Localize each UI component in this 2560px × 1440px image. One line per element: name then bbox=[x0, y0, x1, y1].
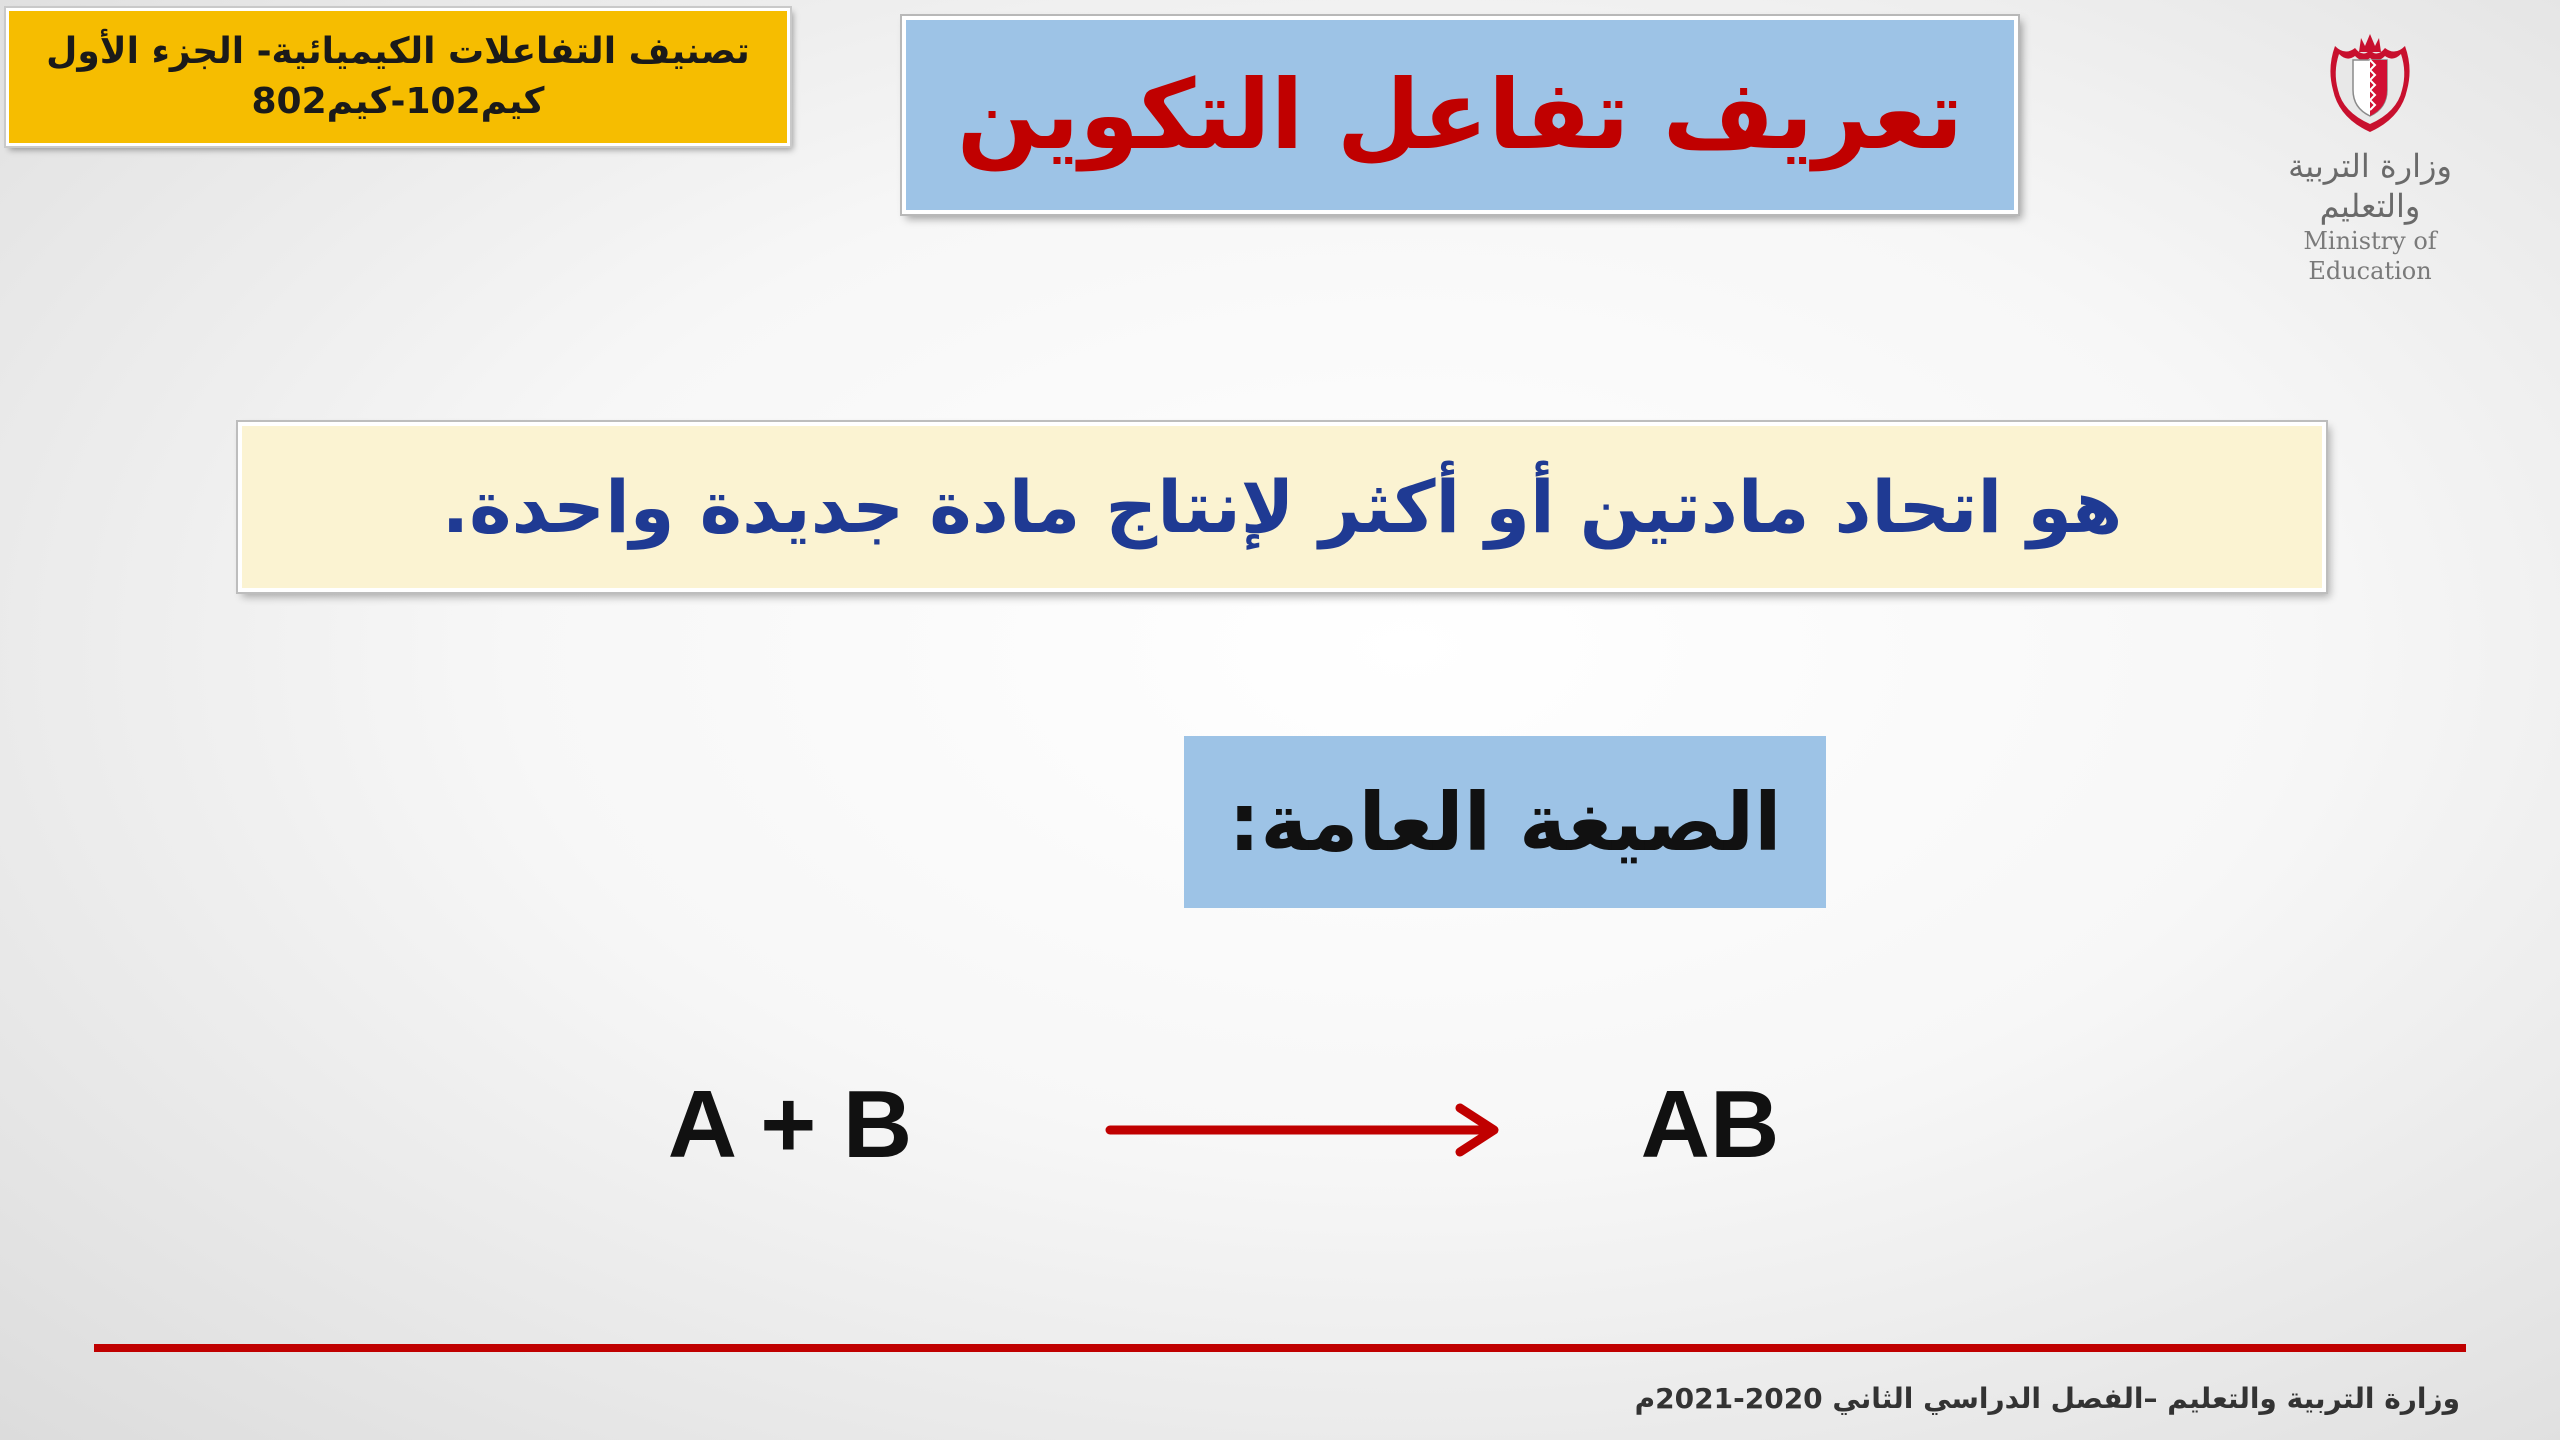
bahrain-coat-of-arms-icon bbox=[2325, 28, 2415, 138]
definition-text: هو اتحاد مادتين أو أكثر لإنتاج مادة جديدة واحدة. bbox=[441, 465, 2123, 549]
reaction-arrow-icon bbox=[1100, 1100, 1520, 1160]
slide-title-box bbox=[902, 16, 2018, 214]
footer-divider bbox=[94, 1344, 2466, 1352]
course-title: تصنيف التفاعلات الكيميائية- الجزء الأول bbox=[46, 31, 750, 72]
general-formula-label: الصيغة العامة: bbox=[1228, 775, 1782, 869]
course-codes: كيم102-كيم802 bbox=[251, 81, 545, 122]
equation-reactants: A + B bbox=[667, 1071, 913, 1178]
general-formula-box bbox=[1184, 736, 1826, 908]
slide-title: تعريف تفاعل التكوين bbox=[956, 59, 1964, 171]
footer-text: وزارة التربية والتعليم –الفصل الدراسي الثاني 2020-2021م bbox=[1634, 1382, 2460, 1415]
ministry-name-arabic: وزارة التربية والتعليم bbox=[2288, 147, 2452, 225]
course-label bbox=[6, 8, 790, 146]
definition-box bbox=[238, 422, 2326, 592]
ministry-name-english: Ministry of Education bbox=[2303, 227, 2437, 285]
ministry-logo bbox=[2240, 28, 2500, 285]
equation-product: AB bbox=[1640, 1071, 1780, 1178]
